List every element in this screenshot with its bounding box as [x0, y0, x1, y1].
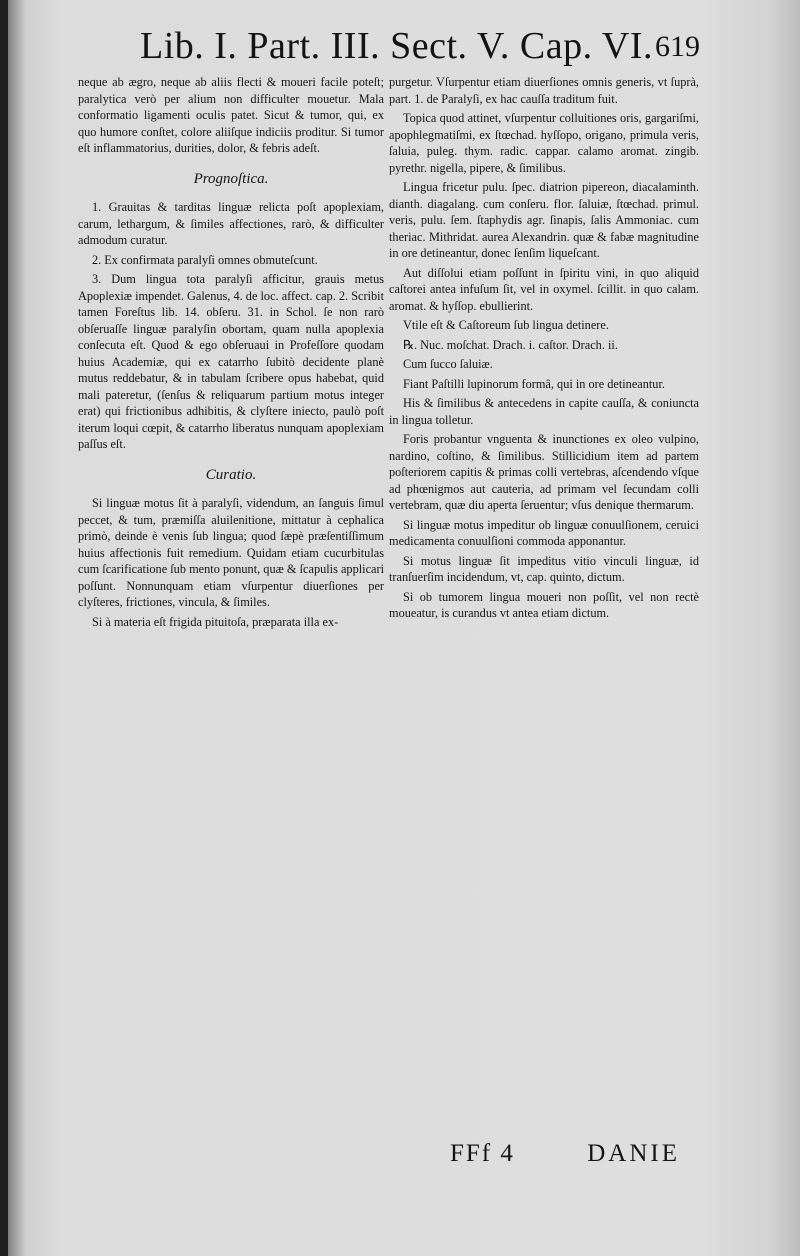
- right-paragraph-8: Fiant Paſtilli lupinorum formâ, qui in ore detineantur.: [403, 376, 665, 391]
- left-paragraph-5: Si linguæ motus ſit à paralyſi, videndum, an ſanguis ſimul peccet, & tum, præmiſſa aluilenitione, mittatur à cephalica primò, deinde è venis ſub lingua; quod ſæpè præſentiſſimum huius affectionis fuit remedium. Quidam etiam cucurbitulas cum ſcarificatione ſub mento ponunt, quæ & ſcapulis applicari poſſunt. Nonnunquam etiam vſurpentur diuerſiones per clyſteres, frictiones, vincula, & ſimiles.: [78, 496, 384, 609]
- right-paragraph-13: Si ob tumorem lingua moueri non poſſit, vel non rectè moueatur, is curandus vt antea etiam dictum.: [389, 589, 699, 620]
- left-paragraph-3: 2. Ex confirmata paralyſi omnes obmuteſcunt.: [92, 252, 318, 267]
- right-paragraph-10: Foris probantur vnguenta & inunctiones ex oleo vulpino, nardino, coſtino, & ſimilibus. Stillicidium item ad partem poſteriorem capitis & primas colli vertebras, aſcendendo vſque ad phœnigmos aut cauteria, ad primam vel ſecundam colli vertebram, quæ diu aperta ſeruentur; vſus denique thermarum.: [389, 432, 699, 512]
- left-paragraph-1: neque ab ægro, neque ab aliis flecti & moueri facile poteſt; paralytica verò per alium non difficulter mouetur. Mala conformatio ligamenti oculis patet. Sicut & tumor, qui, ex quo humore conſtet, colore aliiſque indiciis proditur. Si tumor eſt inflammatorius, durities, dolor, & febris adeſt.: [78, 75, 384, 155]
- right-column: [389, 74, 699, 625]
- binding-shadow: [0, 0, 8, 1256]
- page-footer: [450, 1140, 680, 1174]
- right-paragraph-11: Si linguæ motus impeditur ob linguæ conuulſionem, ceruici medicamenta conuulſioni commoda apponantur.: [389, 517, 699, 548]
- right-paragraph-3: Lingua fricetur pulu. ſpec. diatrion pipereon, diacalaminth. dianth. diagalang. cum conſeru. flor. ſaluiæ, ſtœchad. primul. veris, pulu. ſem. ſtaphydis agr. ſinapis, ſalis Ammoniac. cum theriac. Mithridat. aurea Alexandrin. quæ & fabæ magnitudine in ore detineantur, donec ſenſim liqueſcant.: [389, 180, 699, 260]
- catchword: DANIE: [587, 1140, 680, 1167]
- right-paragraph-4: Aut diſſolui etiam poſſunt in ſpiritu vini, in quo aliquid caſtorei antea infuſum ſit, vel in oxymel. ſcillit. in quo calam. aromat. & hyſſop. ebullierint.: [389, 265, 699, 313]
- left-paragraph-6: Si à materia eſt frigida pituitoſa, præparata illa ex-: [92, 614, 339, 629]
- heading-prognostica: Prognoſtica.: [193, 170, 269, 187]
- left-paragraph-4: 3. Dum lingua tota paralyſi afficitur, grauis metus Apoplexiæ impendet. Galenus, 4. de loc. affect. cap. 2. Scribit tamen Foreſtus lib. 14. obſeru. 31. in Schol. ſe non rarò obſeruaſſe linguæ paralyſin obortam, quam nulla apoplexia conſecuta eſt. Quod & ego obſeruaui in Profeſſore quodam huius Academiæ, qui ex catarrho ſubitò decidente planè mutus reddebatur, & in tabulam ſcribere opus habebat, quid mali pateretur, (ſenſus & reliquarum partium motus integer erat) qui frictionibus adhibitis, & clyſtere iniecto, paulò poſt iterum loqui cœpit, & catarrho liberatus nunquam apoplexiam paſſus eſt.: [78, 272, 384, 451]
- running-head: Lib. I. Part. III. Sect. V. Cap. VI.: [140, 25, 654, 67]
- right-paragraph-12: Si motus linguæ ſit impeditus vitio vinculi linguæ, id tranſuerſim incidendum, vt, cap. quinto, dictum.: [389, 553, 699, 584]
- right-paragraph-9: His & ſimilibus & antecedens in capite cauſſa, & coniuncta in lingua tolletur.: [389, 396, 699, 427]
- right-paragraph-1: purgetur. Vſurpentur etiam diuerſiones omnis generis, vt ſuprà, part. 1. de Paralyſi, ex hac cauſſa traditum fuit.: [389, 75, 699, 106]
- signature-mark: FFf 4: [450, 1140, 515, 1167]
- left-paragraph-2: 1. Grauitas & tarditas linguæ relicta poſt apoplexiam, carum, lethargum, & ſimiles affectiones, rarò, & difficulter admodum curatur.: [78, 200, 384, 247]
- page-header: [140, 24, 700, 74]
- right-paragraph-2: Topica quod attinet, vſurpentur colluitiones oris, gargariſmi, apophlegmatiſmi, ex ſtœchad. hyſſopo, origano, primula veris, ſaluia, puleg. thym. radic. cappar. calamo aromat. zingib. pyrethr. nigella, pipere, & ſimilibus.: [389, 111, 699, 175]
- right-paragraph-7: Cum ſucco ſaluiæ.: [403, 357, 493, 371]
- page-number: 619: [655, 30, 700, 63]
- right-paragraph-5: Vtile eſt & Caſtoreum ſub lingua detinere.: [403, 318, 609, 332]
- heading-curatio: Curatio.: [205, 466, 257, 483]
- left-column: [78, 74, 384, 633]
- right-paragraph-6: ℞. Nuc. moſchat. Drach. i. caſtor. Drach. ii.: [403, 337, 618, 352]
